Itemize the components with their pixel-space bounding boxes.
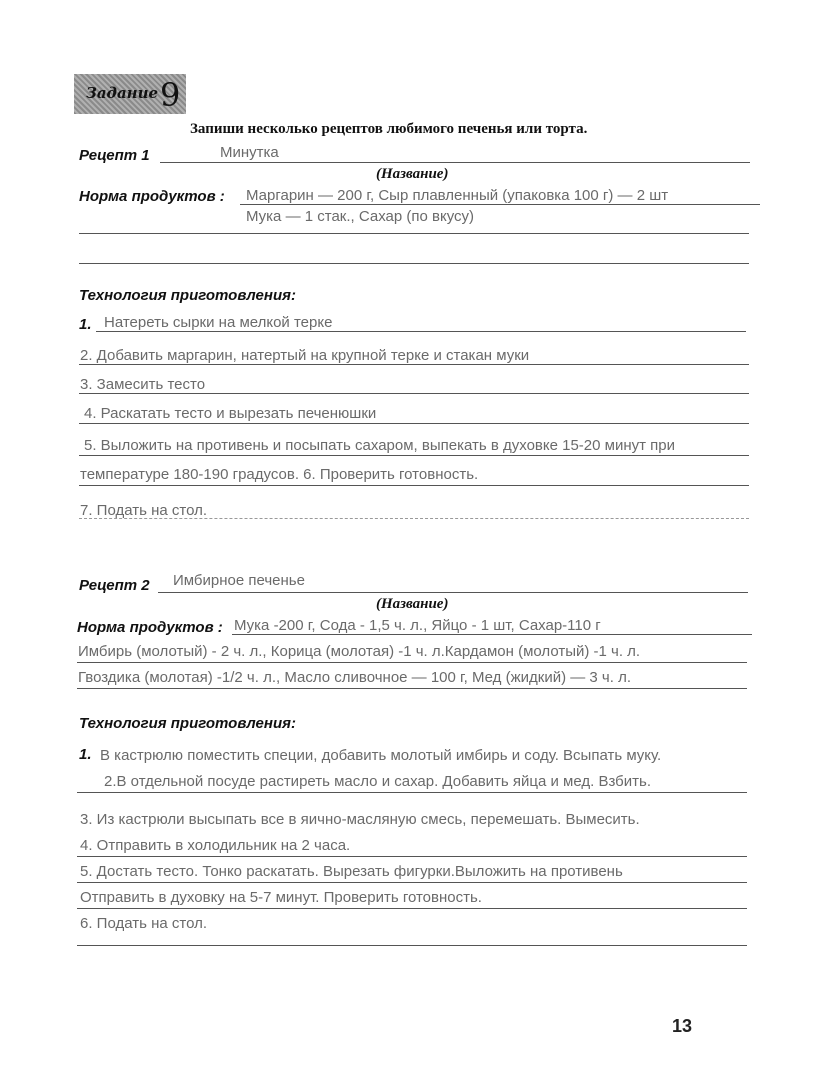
recipe-1-step: температуре 180-190 градусов. 6. Проверить готовность. <box>80 466 479 483</box>
task-badge <box>74 74 186 114</box>
recipe-2-ingredient-line: Гвоздика (молотая) -1/2 ч. л., Масло сливочное — 100 г, Мед (жидкий) — 3 ч. л. <box>78 669 631 686</box>
recipe-1-tech-label: Технология приготовления: <box>79 287 296 304</box>
recipe-1-name: Минутка <box>220 144 279 161</box>
recipe-1-step: Натереть сырки на мелкой терке <box>104 314 333 331</box>
recipe-2-name-caption: (Название) <box>376 596 449 612</box>
page-title: Запиши несколько рецептов любимого печенья или торта. <box>190 121 588 137</box>
recipe-2-step: 3. Из кастрюли высыпать все в яично-масляную смесь, перемешать. Вымесить. <box>80 811 640 828</box>
recipe-1-step: 5. Выложить на противень и посыпать сахаром, выпекать в духовке 15-20 минут при <box>84 437 676 454</box>
recipe-1-step: 3. Замесить тесто <box>80 376 206 393</box>
recipe-2-step: Отправить в духовку на 5-7 минут. Проверить готовность. <box>80 889 482 906</box>
task-number: 9 <box>160 76 181 114</box>
page-number: 13 <box>672 1016 693 1036</box>
recipe-1-ingredient-line: Маргарин — 200 г, Сыр плавленный (упаковка 100 г) — 2 шт <box>246 187 669 204</box>
recipe-2-step: 6. Подать на стол. <box>80 915 208 932</box>
recipe-2-name: Имбирное печенье <box>173 572 305 589</box>
recipe-2-step: 5. Достать тесто. Тонко раскатать. Вырезать фигурки.Выложить на противень <box>80 863 623 880</box>
recipe-2-step: 2.В отдельной посуде растиреть масло и сахар. Добавить яйца и мед. Взбить. <box>104 773 651 790</box>
recipe-1-ingredient-line: Мука — 1 стак., Сахар (по вкусу) <box>246 208 475 225</box>
recipe-1-label: Рецепт 1 <box>79 147 150 164</box>
recipe-1-name-caption: (Название) <box>376 166 449 182</box>
recipe-2-ingredient-line: Мука -200 г, Сода - 1,5 ч. л., Яйцо - 1 шт, Сахар-110 г <box>234 617 601 634</box>
recipe-1-step-number: 1. <box>79 316 92 333</box>
recipe-2-ingredient-line: Имбирь (молотый) - 2 ч. л., Корица (молотая) -1 ч. л.Кардамон (молотый) -1 ч. л. <box>78 643 641 660</box>
recipe-1-step: 4. Раскатать тесто и вырезать печенюшки <box>84 405 377 422</box>
recipe-2-step: 4. Отправить в холодильник на 2 часа. <box>80 837 351 854</box>
recipe-1-step: 7. Подать на стол. <box>80 502 208 519</box>
recipe-2-tech-label: Технология приготовления: <box>79 715 296 732</box>
recipe-1-step: 2. Добавить маргарин, натертый на крупной терке и стакан муки <box>80 347 530 364</box>
recipe-2-ingredients-label: Норма продуктов : <box>77 619 223 636</box>
recipe-2-label: Рецепт 2 <box>79 577 150 594</box>
recipe-2-step: В кастрюлю поместить специи, добавить молотый имбирь и соду. Всыпать муку. <box>100 747 662 764</box>
task-label: Задание <box>86 84 159 102</box>
recipe-1-ingredients-label: Норма продуктов : <box>79 188 225 205</box>
recipe-2-step-number: 1. <box>79 746 92 763</box>
